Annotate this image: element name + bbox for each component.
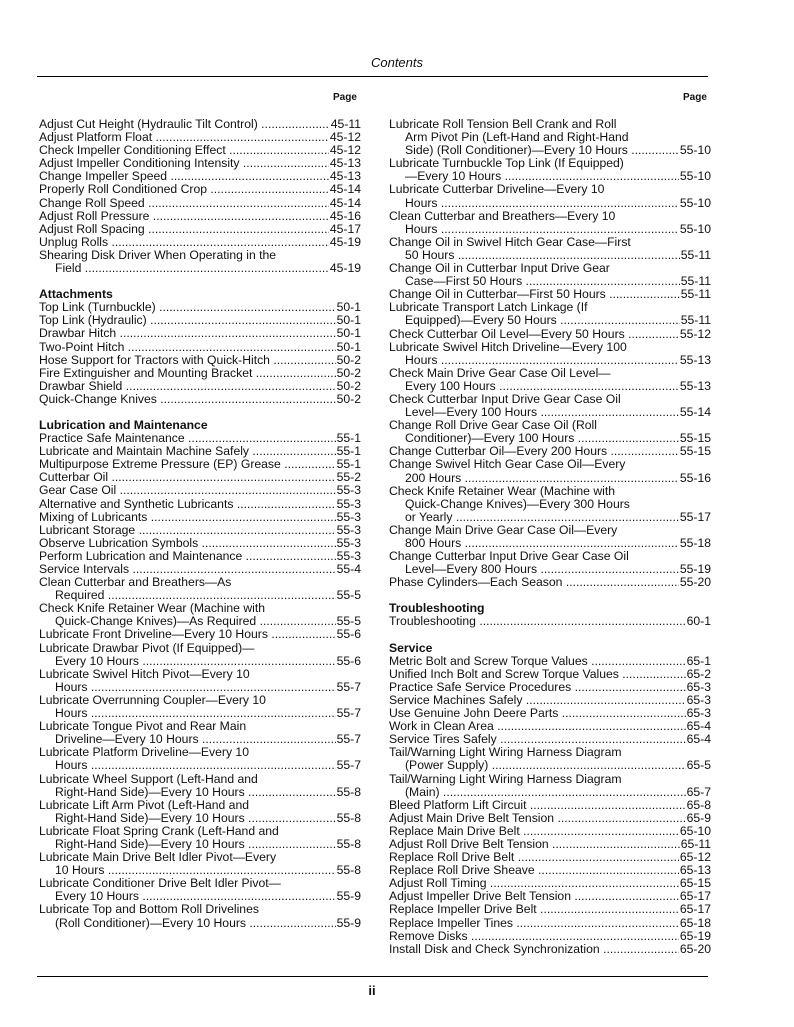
toc-entry[interactable]: [39, 301, 361, 314]
toc-entry-text: Lubricate Roll Tension Bell Crank and Roll: [389, 117, 617, 131]
toc-page-number: 65-7: [686, 784, 711, 799]
toc-entry-text: Change Cutterbar Input Drive Gear Case Oil: [389, 549, 629, 564]
toc-entry[interactable]: [39, 131, 361, 144]
toc-page-number: 55-11: [680, 274, 711, 289]
toc-entry[interactable]: [39, 851, 361, 877]
toc-entry-text: Tail/Warning Light Wiring Harness Diagram: [389, 745, 622, 760]
toc-entry[interactable]: [389, 393, 711, 419]
toc-entry[interactable]: [39, 471, 361, 484]
toc-entry-text: Alternative and Synthetic Lubricants .....: [39, 498, 336, 511]
toc-entry-text: Lubricate Turnbuckle Top Link (If Equipped): [389, 156, 624, 171]
toc-entry[interactable]: [389, 851, 711, 864]
toc-page-number: 55-1: [336, 457, 361, 472]
toc-entry-text: Unplug Rolls .....: [39, 236, 329, 249]
toc-page-number: 45-12: [329, 130, 361, 145]
toc-entry-text: Change Impeller Speed .....: [39, 170, 329, 183]
toc-page-number: 65-15: [679, 876, 711, 891]
toc-entry-text: Clean Cutterbar and Breathers—As: [39, 575, 232, 590]
toc-entry[interactable]: [39, 524, 361, 537]
toc-entry-text: Troubleshooting .....: [389, 615, 686, 628]
header-divider: [37, 76, 708, 77]
toc-page-number: 50-1: [336, 339, 361, 354]
toc-entry-text: Level—Every 100 Hours .....: [405, 406, 679, 419]
toc-entry[interactable]: [39, 628, 361, 641]
toc-page-number: 45-13: [329, 169, 361, 184]
toc-page-number: 55-8: [336, 784, 361, 799]
toc-page-number: 50-2: [336, 391, 361, 406]
toc-entry[interactable]: [39, 773, 361, 799]
toc-entry-text: Adjust Roll Timing .....: [389, 877, 679, 890]
toc-page-number: 55-11: [680, 287, 711, 302]
toc-entry[interactable]: [39, 380, 361, 393]
toc-entry-text: Remove Disks .....: [389, 930, 679, 943]
toc-entry[interactable]: [39, 458, 361, 471]
toc-entry[interactable]: [389, 930, 711, 943]
section-heading: Troubleshooting: [389, 601, 485, 616]
toc-entry[interactable]: [389, 864, 711, 877]
toc-entry[interactable]: [389, 838, 711, 851]
toc-page-number: 50-1: [336, 313, 361, 328]
toc-page-number: 55-8: [336, 810, 361, 825]
toc-entry-text: Hours .....: [405, 197, 679, 210]
toc-entry-text: Change Oil in Cutterbar Input Drive Gear: [389, 261, 610, 276]
toc-page-number: 45-16: [329, 208, 361, 223]
toc-entry-text: Tail/Warning Light Wiring Harness Diagram: [389, 771, 622, 786]
toc-entry-text: Adjust Impeller Conditioning Intensity .....: [39, 157, 329, 170]
toc-page-number: 55-3: [336, 483, 361, 498]
toc-page-number: 45-13: [329, 156, 361, 171]
toc-page-number: 50-1: [336, 300, 361, 315]
toc-entry-text: Change Oil in Swivel Hitch Gear Case—First: [389, 234, 631, 249]
page-column-label-left: Page: [333, 92, 357, 103]
toc-entry-text: Mixing of Lubricants .....: [39, 511, 336, 524]
toc-page-number: 45-19: [329, 234, 361, 249]
toc-entry-text: Every 10 Hours .....: [55, 890, 336, 903]
toc-page-number: 55-3: [336, 509, 361, 524]
toc-entry-text: Lubricate Conditioner Drive Belt Idler Pivot—: [39, 876, 281, 891]
toc-entry-text: Right-Hand Side)—Every 10 Hours .....: [55, 812, 336, 825]
toc-entry-text: Lubricate Cutterbar Driveline—Every 10: [389, 182, 605, 197]
toc-entry-text: (Roll Conditioner)—Every 10 Hours .....: [55, 917, 336, 930]
toc-entry-text: or Yearly .....: [405, 511, 679, 524]
toc-entry-text: Perform Lubrication and Maintenance .....: [39, 550, 336, 563]
toc-entry-text: Quick-Change Knives)—Every 300 Hours: [405, 496, 630, 511]
toc-page-number: 55-2: [336, 470, 361, 485]
toc-entry[interactable]: [39, 210, 361, 223]
toc-page-number: 65-11: [680, 836, 711, 851]
toc-entry[interactable]: [39, 327, 361, 340]
toc-entry-text: Cutterbar Oil .....: [39, 471, 336, 484]
toc-entry-text: Every 100 Hours .....: [405, 380, 679, 393]
toc-page-number: 55-17: [679, 509, 711, 524]
toc-entry-text: (Power Supply) .....: [405, 759, 686, 772]
toc-entry-text: Lubricate Swivel Hitch Pivot—Every 10: [39, 666, 250, 681]
toc-entry-text: Use Genuine John Deere Parts .....: [389, 707, 686, 720]
toc-page-number: 55-18: [679, 536, 711, 550]
toc-entry-text: Arm Pivot Pin (Left-Hand and Right-Hand: [405, 130, 629, 145]
toc-entry-text: Hours .....: [405, 354, 679, 367]
toc-entry-text: Change Roll Speed .....: [39, 197, 329, 210]
toc-entry-text: Service Tires Safely .....: [389, 733, 686, 746]
toc-entry-text: Hours .....: [55, 681, 336, 694]
toc-entry-text: Right-Hand Side)—Every 10 Hours .....: [55, 786, 336, 799]
toc-entry[interactable]: [39, 144, 361, 157]
toc-entry[interactable]: [39, 511, 361, 524]
toc-entry[interactable]: [39, 367, 361, 380]
toc-page-number: 45-17: [329, 221, 361, 236]
toc-page-number: 55-11: [680, 247, 711, 262]
toc-entry[interactable]: [39, 170, 361, 183]
toc-entry-text: Multipurpose Extreme Pressure (EP) Grease .....: [39, 458, 336, 471]
toc-page-number: 55-12: [679, 326, 711, 341]
toc-entry-text: Properly Roll Conditioned Crop .....: [39, 183, 329, 196]
toc-entry-text: Change Swivel Hitch Gear Case Oil—Every: [389, 457, 626, 472]
toc-entry-text: Adjust Roll Drive Belt Tension .....: [389, 838, 680, 851]
toc-page-number: 45-19: [329, 261, 361, 276]
toc-page-number: 65-10: [679, 823, 711, 838]
toc-entry[interactable]: [39, 236, 361, 249]
toc-page-number: 50-2: [336, 352, 361, 367]
toc-entry[interactable]: [389, 746, 711, 772]
toc-entry-text: Hours .....: [55, 707, 336, 720]
toc-entry-text: 10 Hours .....: [55, 864, 336, 877]
toc-page-number: 65-8: [686, 797, 711, 812]
toc-entry-text: Replace Impeller Tines .....: [389, 917, 679, 930]
toc-entry[interactable]: [389, 576, 711, 589]
toc-entry-text: Equipped)—Every 50 Hours .....: [405, 314, 680, 327]
toc-entry[interactable]: [39, 825, 361, 851]
toc-page-number: 65-20: [679, 941, 711, 956]
toc-entry[interactable]: [39, 249, 361, 275]
toc-entry-text: 50 Hours .....: [405, 249, 680, 262]
toc-entry-text: Lubricate Transport Latch Linkage (If: [389, 300, 588, 315]
toc-entry[interactable]: [389, 236, 711, 262]
page-column-label-right: Page: [683, 92, 707, 103]
toc-entry-text: Practice Safe Maintenance .....: [39, 432, 336, 445]
toc-entry-text: Lubricate Top and Bottom Roll Drivelines: [39, 902, 259, 917]
toc-page-number: 55-3: [336, 548, 361, 563]
toc-entry-text: Fire Extinguisher and Mounting Bracket .....: [39, 367, 336, 380]
toc-entry-text: Phase Cylinders—Each Season .....: [389, 576, 679, 589]
toc-entry-text: Lubricate Wheel Support (Left-Hand and: [39, 771, 258, 786]
toc-entry[interactable]: [39, 341, 361, 354]
toc-entry[interactable]: [39, 537, 361, 550]
toc-entry-text: Adjust Roll Spacing .....: [39, 223, 329, 236]
toc-page-number: 65-17: [679, 889, 711, 904]
toc-entry[interactable]: [39, 223, 361, 236]
toc-page-number: 55-4: [336, 562, 361, 576]
toc-page-number: 65-13: [679, 863, 711, 878]
toc-entry[interactable]: [39, 799, 361, 825]
toc-entry[interactable]: [389, 943, 711, 956]
toc-entry[interactable]: [389, 524, 711, 550]
toc-entry-text: Hours .....: [405, 223, 679, 236]
toc-entry-text: Shearing Disk Driver When Operating in the: [39, 247, 277, 262]
section-heading: Attachments: [39, 287, 113, 302]
toc-entry-text: Lubricate Float Spring Crank (Left-Hand and: [39, 823, 279, 838]
toc-entry[interactable]: [389, 615, 711, 628]
toc-page-number: 55-19: [679, 562, 711, 577]
toc-entry[interactable]: [39, 694, 361, 720]
toc-entry[interactable]: [389, 485, 711, 524]
toc-page-number: 65-18: [679, 915, 711, 930]
toc-entry[interactable]: [39, 550, 361, 563]
toc-entry[interactable]: [389, 707, 711, 720]
toc-page-number: 55-3: [336, 535, 361, 550]
toc-entry-text: Side) (Roll Conditioner)—Every 10 Hours .....: [405, 144, 679, 157]
toc-page-number: 65-4: [686, 719, 711, 734]
toc-entry[interactable]: [389, 341, 711, 367]
toc-entry[interactable]: [389, 458, 711, 484]
toc-entry-text: Required .....: [55, 589, 336, 602]
toc-entry[interactable]: [39, 602, 361, 628]
toc-left-column: [39, 118, 361, 930]
toc-page-number: 55-10: [679, 143, 711, 158]
toc-page-number: 55-13: [679, 352, 711, 367]
toc-entry[interactable]: [389, 773, 711, 799]
toc-entry-text: Change Main Drive Gear Case Oil—Every: [389, 522, 618, 537]
toc-entry-text: Hours .....: [55, 759, 336, 772]
toc-entry[interactable]: [39, 720, 361, 746]
toc-right-column: [389, 118, 711, 956]
toc-entry[interactable]: [389, 655, 711, 668]
toc-entry-text: Lubricate Main Drive Belt Idler Pivot—Every: [39, 850, 277, 865]
section-heading: Lubrication and Maintenance: [39, 417, 208, 432]
toc-page-number: 55-9: [336, 915, 361, 930]
toc-entry[interactable]: [389, 118, 711, 157]
toc-entry-text: Lubricate Front Driveline—Every 10 Hours .....: [39, 628, 336, 641]
toc-page-number: 55-5: [336, 614, 361, 629]
toc-entry[interactable]: [39, 118, 361, 131]
toc-entry-text: Check Main Drive Gear Case Oil Level—: [389, 365, 611, 380]
page-header-title: Contents: [370, 55, 424, 70]
toc-entry[interactable]: [389, 419, 711, 445]
toc-page-number: 55-7: [336, 679, 361, 694]
toc-entry-text: Drawbar Shield .....: [39, 380, 336, 393]
toc-entry[interactable]: [389, 328, 711, 341]
toc-entry[interactable]: [389, 367, 711, 393]
toc-entry[interactable]: [389, 799, 711, 812]
toc-entry-text: Adjust Platform Float .....: [39, 131, 329, 144]
toc-page-number: 45-14: [329, 182, 361, 197]
toc-page-number: 55-1: [336, 444, 361, 459]
toc-entry-text: Check Knife Retainer Wear (Machine with: [39, 601, 266, 616]
toc-page-number: 45-12: [329, 143, 361, 158]
toc-entry-text: Level—Every 800 Hours .....: [405, 563, 679, 576]
toc-entry-text: —Every 10 Hours .....: [405, 170, 679, 183]
toc-page-number: 55-15: [679, 431, 711, 446]
toc-entry-text: Drawbar Hitch .....: [39, 327, 336, 340]
toc-entry-text: Change Oil in Cutterbar—First 50 Hours .....: [389, 288, 680, 301]
section-heading: Service: [389, 640, 433, 655]
toc-entry-text: Conditioner)—Every 100 Hours .....: [405, 432, 679, 445]
toc-entry-text: Top Link (Turnbuckle) .....: [39, 301, 336, 314]
toc-page-number: 55-10: [679, 195, 711, 210]
toc-page-number: 55-8: [336, 863, 361, 878]
toc-entry[interactable]: [389, 694, 711, 707]
toc-page-number: 55-9: [336, 889, 361, 904]
toc-entry[interactable]: [389, 877, 711, 890]
toc-page-number: 50-1: [336, 326, 361, 341]
toc-entry-text: Change Roll Drive Gear Case Oil (Roll: [389, 418, 597, 433]
toc-entry-text: Check Cutterbar Oil Level—Every 50 Hours .....: [389, 328, 679, 341]
toc-entry-text: Install Disk and Check Synchronization .....: [389, 943, 679, 956]
toc-entry[interactable]: [389, 825, 711, 838]
footer-divider: [37, 976, 708, 977]
toc-page-number: 65-3: [686, 679, 711, 694]
toc-page-number: 65-3: [686, 706, 711, 721]
toc-page-number: 55-15: [679, 444, 711, 459]
toc-entry-text: Service Machines Safely .....: [389, 694, 686, 707]
toc-entry-text: Driveline—Every 10 Hours .....: [55, 733, 336, 746]
toc-entry[interactable]: [389, 157, 711, 183]
toc-entry-text: Adjust Roll Pressure .....: [39, 210, 329, 223]
toc-page-number: 55-8: [336, 836, 361, 851]
page-number: ii: [368, 983, 376, 998]
toc-entry[interactable]: [389, 812, 711, 825]
toc-entry-text: Replace Roll Drive Belt .....: [389, 851, 679, 864]
toc-entry[interactable]: [39, 183, 361, 196]
toc-entry[interactable]: [389, 262, 711, 288]
toc-page-number: 65-19: [679, 928, 711, 943]
toc-entry[interactable]: [39, 746, 361, 772]
toc-entry[interactable]: [39, 903, 361, 929]
toc-entry-text: Clean Cutterbar and Breathers—Every 10: [389, 208, 616, 223]
toc-entry[interactable]: [389, 183, 711, 209]
toc-page-number: 65-12: [679, 850, 711, 865]
toc-page-number: 55-3: [336, 496, 361, 511]
toc-entry-text: 200 Hours .....: [405, 472, 679, 485]
toc-entry-text: Quick-Change Knives)—As Required .....: [55, 615, 336, 628]
toc-page-number: 55-10: [679, 169, 711, 184]
toc-page-number: 50-2: [336, 378, 361, 393]
toc-entry-text: Gear Case Oil .....: [39, 484, 336, 497]
toc-entry-text: Check Knife Retainer Wear (Machine with: [389, 483, 616, 498]
toc-entry-text: (Main) .....: [405, 786, 686, 799]
toc-page-number: 45-11: [330, 117, 361, 131]
toc-entry-text: Lubricate Swivel Hitch Driveline—Every 100: [389, 339, 627, 354]
toc-entry-text: Every 10 Hours .....: [55, 655, 336, 668]
toc-page-number: 55-3: [336, 522, 361, 537]
toc-entry-text: Adjust Cut Height (Hydraulic Tilt Control) .....: [39, 118, 330, 131]
toc-page-number: 55-16: [679, 470, 711, 485]
toc-entry-text: Case—First 50 Hours .....: [405, 275, 680, 288]
toc-entry-text: Replace Impeller Drive Belt .....: [389, 903, 679, 916]
toc-entry[interactable]: [39, 445, 361, 458]
toc-entry-text: Unified Inch Bolt and Screw Torque Values .....: [389, 668, 686, 681]
toc-entry-text: Adjust Impeller Drive Belt Tension .....: [389, 890, 679, 903]
toc-page-number: 55-6: [336, 627, 361, 642]
toc-entry-text: Service Intervals .....: [39, 563, 336, 576]
toc-entry-text: Bleed Platform Lift Circuit .....: [389, 799, 686, 812]
toc-entry[interactable]: [39, 393, 361, 406]
toc-entry[interactable]: [39, 197, 361, 210]
toc-entry[interactable]: [389, 210, 711, 236]
toc-entry-text: Adjust Main Drive Belt Tension .....: [389, 812, 686, 825]
toc-entry[interactable]: [389, 301, 711, 327]
toc-entry-text: Hose Support for Tractors with Quick-Hitch .....: [39, 354, 336, 367]
toc-entry[interactable]: [389, 668, 711, 681]
toc-entry-text: Lubricate Overrunning Coupler—Every 10: [39, 692, 266, 707]
toc-entry-text: Field .....: [55, 262, 329, 275]
toc-page-number: 55-7: [336, 732, 361, 747]
toc-page-number: 50-2: [336, 365, 361, 380]
toc-page-number: 55-7: [336, 758, 361, 773]
toc-page-number: 60-1: [686, 614, 711, 629]
toc-entry-text: Check Cutterbar Input Drive Gear Case Oil: [389, 391, 621, 406]
toc-entry-text: Lubricate and Maintain Machine Safely .....: [39, 445, 336, 458]
toc-entry[interactable]: [39, 642, 361, 668]
toc-entry[interactable]: [389, 917, 711, 930]
toc-entry[interactable]: [39, 432, 361, 445]
toc-page-number: 65-5: [686, 758, 711, 773]
toc-entry[interactable]: [39, 498, 361, 511]
toc-entry-text: 800 Hours .....: [405, 537, 679, 550]
toc-entry-text: Quick-Change Knives .....: [39, 393, 336, 406]
toc-entry[interactable]: [389, 720, 711, 733]
toc-page-number: 65-3: [686, 692, 711, 707]
toc-entry-text: Change Cutterbar Oil—Every 200 Hours .....: [389, 445, 679, 458]
toc-entry[interactable]: [39, 157, 361, 170]
toc-entry-text: Lubricant Storage .....: [39, 524, 336, 537]
toc-page-number: 65-1: [686, 653, 711, 668]
toc-entry-text: Lubricate Tongue Pivot and Rear Main: [39, 719, 247, 734]
toc-page-number: 55-10: [679, 221, 711, 236]
toc-entry[interactable]: [39, 484, 361, 497]
toc-entry-text: Lubricate Drawbar Pivot (If Equipped)—: [39, 640, 255, 655]
toc-entry-text: Top Link (Hydraulic) .....: [39, 314, 336, 327]
toc-page-number: 65-17: [679, 902, 711, 917]
toc-entry-text: Replace Main Drive Belt .....: [389, 825, 679, 838]
toc-page-number: 55-11: [680, 313, 711, 328]
toc-entry-text: Observe Lubrication Symbols .....: [39, 537, 336, 550]
toc-page-number: 55-7: [336, 706, 361, 721]
toc-entry[interactable]: [39, 354, 361, 367]
toc-entry[interactable]: [39, 877, 361, 903]
toc-entry-text: Two-Point Hitch .....: [39, 341, 336, 354]
toc-page-number: 45-14: [329, 195, 361, 210]
toc-entry[interactable]: [389, 903, 711, 916]
toc-page-number: 55-20: [679, 575, 711, 590]
toc-entry-text: Lubricate Platform Driveline—Every 10: [39, 745, 249, 760]
toc-page-number: 65-9: [686, 810, 711, 825]
toc-page-number: 55-14: [679, 405, 711, 420]
toc-entry[interactable]: [389, 681, 711, 694]
toc-entry-text: Practice Safe Service Procedures .....: [389, 681, 686, 694]
toc-page-number: 65-2: [686, 666, 711, 681]
toc-entry-text: Lubricate Lift Arm Pivot (Left-Hand and: [39, 797, 250, 812]
toc-entry[interactable]: [39, 668, 361, 694]
toc-page-number: 55-13: [679, 378, 711, 393]
toc-page-number: 55-6: [336, 653, 361, 668]
toc-entry-text: Metric Bolt and Screw Torque Values .....: [389, 655, 686, 668]
toc-page-number: 55-1: [336, 431, 361, 446]
toc-entry-text: Right-Hand Side)—Every 10 Hours .....: [55, 838, 336, 851]
toc-entry-text: Work in Clean Area .....: [389, 720, 686, 733]
toc-page-number: 55-5: [336, 588, 361, 603]
toc-entry-text: Check Impeller Conditioning Effect .....: [39, 144, 329, 157]
toc-entry[interactable]: [39, 314, 361, 327]
toc-entry[interactable]: [389, 550, 711, 576]
toc-entry[interactable]: [389, 890, 711, 903]
toc-entry[interactable]: [39, 576, 361, 602]
toc-page-number: 65-4: [686, 732, 711, 747]
toc-entry-text: Replace Roll Drive Sheave .....: [389, 864, 679, 877]
